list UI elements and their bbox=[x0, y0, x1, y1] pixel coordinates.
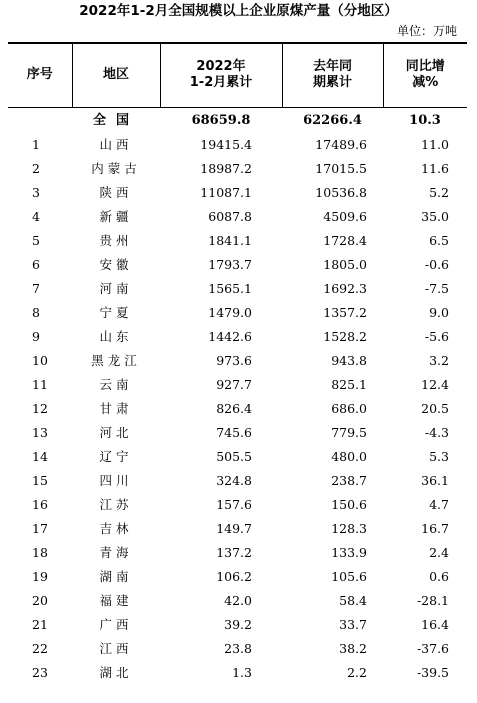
table-row bbox=[8, 613, 467, 637]
cell-previous: 480.0 bbox=[331, 448, 367, 464]
cell-previous: 58.4 bbox=[339, 592, 367, 608]
cell-previous: 2.2 bbox=[347, 664, 367, 680]
cell-rank bbox=[8, 107, 72, 133]
cell-current: 1442.6 bbox=[208, 328, 252, 344]
cell-rank: 5 bbox=[32, 232, 40, 248]
cell-rank: 6 bbox=[32, 256, 40, 272]
cell-rank: 10 bbox=[32, 352, 48, 368]
cell-previous: 825.1 bbox=[331, 376, 367, 392]
cell-current: 137.2 bbox=[216, 544, 252, 560]
cell-current: 42.0 bbox=[224, 592, 252, 608]
cell-region: 辽宁 bbox=[99, 448, 133, 464]
cell-current: 68659.8 bbox=[191, 112, 251, 128]
table-row bbox=[8, 541, 467, 565]
cell-yoy: 0.6 bbox=[429, 568, 449, 584]
table-row-total bbox=[8, 107, 467, 133]
cell-yoy: -0.6 bbox=[424, 256, 449, 272]
cell-yoy: 20.5 bbox=[421, 400, 449, 416]
cell-region: 湖北 bbox=[99, 664, 133, 680]
cell-rank: 19 bbox=[32, 568, 48, 584]
cell-current: 1793.7 bbox=[208, 256, 252, 272]
cell-current: 106.2 bbox=[216, 568, 252, 584]
cell-region: 全国 bbox=[92, 112, 139, 128]
cell-region: 陕西 bbox=[99, 184, 133, 200]
cell-current: 157.6 bbox=[216, 496, 252, 512]
cell-region: 内蒙古 bbox=[91, 160, 141, 176]
cell-yoy: 11.0 bbox=[421, 136, 449, 152]
cell-yoy: 5.3 bbox=[429, 448, 449, 464]
cell-rank: 2 bbox=[32, 160, 40, 176]
header-region: 地区 bbox=[72, 43, 160, 107]
page-title: 2022年1-2月全国规模以上企业原煤产量（分地区） bbox=[79, 3, 398, 19]
cell-region: 贵州 bbox=[99, 232, 133, 248]
cell-previous: 4509.6 bbox=[323, 208, 367, 224]
cell-previous: 62266.4 bbox=[303, 112, 362, 128]
cell-current: 927.7 bbox=[216, 376, 252, 392]
cell-region: 甘肃 bbox=[99, 400, 133, 416]
cell-previous: 1805.0 bbox=[323, 256, 367, 272]
cell-rank: 13 bbox=[32, 424, 48, 440]
cell-rank: 11 bbox=[32, 376, 48, 392]
cell-rank: 3 bbox=[32, 184, 40, 200]
cell-current: 1479.0 bbox=[208, 304, 252, 320]
cell-previous: 17015.5 bbox=[315, 160, 367, 176]
cell-region: 云南 bbox=[99, 376, 133, 392]
cell-rank: 15 bbox=[32, 472, 48, 488]
cell-yoy: 35.0 bbox=[421, 208, 449, 224]
cell-rank: 9 bbox=[32, 328, 40, 344]
cell-region: 山西 bbox=[99, 136, 133, 152]
cell-previous: 1728.4 bbox=[323, 232, 367, 248]
cell-previous: 10536.8 bbox=[315, 184, 367, 200]
cell-region: 四川 bbox=[99, 472, 133, 488]
cell-rank: 23 bbox=[32, 664, 48, 680]
cell-current: 1841.1 bbox=[208, 232, 252, 248]
cell-previous: 1357.2 bbox=[323, 304, 367, 320]
cell-previous: 943.8 bbox=[331, 352, 367, 368]
table-row bbox=[8, 349, 467, 373]
cell-region: 广西 bbox=[99, 616, 133, 632]
table-row bbox=[8, 373, 467, 397]
cell-rank: 7 bbox=[32, 280, 40, 296]
table-row bbox=[8, 637, 467, 661]
cell-yoy: 3.2 bbox=[429, 352, 449, 368]
table-row bbox=[8, 325, 467, 349]
cell-current: 973.6 bbox=[216, 352, 252, 368]
table-row bbox=[8, 565, 467, 589]
cell-region: 宁夏 bbox=[99, 304, 133, 320]
cell-region: 江苏 bbox=[99, 496, 133, 512]
cell-previous: 686.0 bbox=[331, 400, 367, 416]
cell-rank: 18 bbox=[32, 544, 48, 560]
cell-current: 745.6 bbox=[216, 424, 252, 440]
cell-previous: 105.6 bbox=[331, 568, 367, 584]
cell-yoy: -28.1 bbox=[416, 592, 449, 608]
cell-previous: 1692.3 bbox=[323, 280, 367, 296]
cell-rank: 12 bbox=[32, 400, 48, 416]
table-row bbox=[8, 205, 467, 229]
coal-output-table bbox=[8, 42, 467, 685]
cell-previous: 238.7 bbox=[331, 472, 367, 488]
cell-region: 江西 bbox=[99, 640, 133, 656]
cell-current: 505.5 bbox=[216, 448, 252, 464]
table-row bbox=[8, 181, 467, 205]
cell-current: 18987.2 bbox=[200, 160, 252, 176]
cell-current: 149.7 bbox=[216, 520, 252, 536]
cell-rank: 17 bbox=[32, 520, 48, 536]
header-previous: 去年同 期累计 bbox=[282, 43, 383, 107]
table-row bbox=[8, 469, 467, 493]
cell-region: 黑龙江 bbox=[91, 352, 141, 368]
cell-previous: 150.6 bbox=[331, 496, 367, 512]
header-rank: 序号 bbox=[8, 43, 72, 107]
cell-rank: 21 bbox=[32, 616, 48, 632]
cell-region: 安徽 bbox=[99, 256, 133, 272]
cell-yoy: -4.3 bbox=[424, 424, 449, 440]
table-row bbox=[8, 493, 467, 517]
cell-yoy: -5.6 bbox=[424, 328, 449, 344]
cell-previous: 779.5 bbox=[331, 424, 367, 440]
cell-rank: 4 bbox=[32, 208, 40, 224]
cell-current: 19415.4 bbox=[200, 136, 252, 152]
unit-label: 单位：万吨 bbox=[396, 24, 457, 38]
cell-rank: 22 bbox=[32, 640, 48, 656]
cell-previous: 38.2 bbox=[339, 640, 367, 656]
table-row bbox=[8, 253, 467, 277]
header-yoy: 同比增 减% bbox=[383, 43, 467, 107]
table-row bbox=[8, 589, 467, 613]
cell-previous: 133.9 bbox=[331, 544, 367, 560]
cell-yoy: 4.7 bbox=[429, 496, 449, 512]
cell-region: 湖南 bbox=[99, 568, 133, 584]
cell-rank: 8 bbox=[32, 304, 40, 320]
table-row bbox=[8, 445, 467, 469]
cell-rank: 16 bbox=[32, 496, 48, 512]
cell-previous: 128.3 bbox=[331, 520, 367, 536]
cell-yoy: 9.0 bbox=[429, 304, 449, 320]
cell-region: 河北 bbox=[99, 424, 133, 440]
cell-yoy: 5.2 bbox=[429, 184, 449, 200]
cell-yoy: -39.5 bbox=[416, 664, 449, 680]
table-row bbox=[8, 517, 467, 541]
cell-yoy: 16.4 bbox=[421, 616, 449, 632]
cell-yoy: 2.4 bbox=[429, 544, 449, 560]
cell-current: 1565.1 bbox=[208, 280, 252, 296]
cell-region: 山东 bbox=[99, 328, 133, 344]
cell-yoy: 36.1 bbox=[421, 472, 449, 488]
cell-yoy: 10.3 bbox=[409, 112, 441, 128]
cell-region: 福建 bbox=[99, 592, 133, 608]
cell-rank: 20 bbox=[32, 592, 48, 608]
table-row bbox=[8, 301, 467, 325]
table-row bbox=[8, 397, 467, 421]
cell-current: 1.3 bbox=[232, 664, 252, 680]
cell-region: 青海 bbox=[99, 544, 133, 560]
cell-current: 11087.1 bbox=[200, 184, 252, 200]
cell-current: 6087.8 bbox=[208, 208, 252, 224]
cell-current: 324.8 bbox=[216, 472, 252, 488]
cell-yoy: 12.4 bbox=[421, 376, 449, 392]
cell-yoy: -37.6 bbox=[416, 640, 449, 656]
cell-current: 23.8 bbox=[224, 640, 252, 656]
table-row bbox=[8, 421, 467, 445]
table-row bbox=[8, 277, 467, 301]
cell-region: 河南 bbox=[99, 280, 133, 296]
table-row bbox=[8, 661, 467, 685]
table-row bbox=[8, 157, 467, 181]
cell-previous: 17489.6 bbox=[315, 136, 367, 152]
cell-rank: 1 bbox=[32, 136, 40, 152]
cell-region: 吉林 bbox=[99, 520, 133, 536]
table-header-row bbox=[8, 43, 467, 107]
cell-yoy: 11.6 bbox=[421, 160, 449, 176]
cell-region: 新疆 bbox=[99, 208, 133, 224]
table-row bbox=[8, 229, 467, 253]
table-row bbox=[8, 133, 467, 157]
cell-previous: 1528.2 bbox=[323, 328, 367, 344]
header-current: 2022年 1-2月累计 bbox=[160, 43, 282, 107]
cell-current: 826.4 bbox=[216, 400, 252, 416]
cell-current: 39.2 bbox=[224, 616, 252, 632]
cell-yoy: 16.7 bbox=[421, 520, 449, 536]
cell-yoy: -7.5 bbox=[424, 280, 449, 296]
cell-previous: 33.7 bbox=[339, 616, 367, 632]
cell-rank: 14 bbox=[32, 448, 48, 464]
cell-yoy: 6.5 bbox=[429, 232, 449, 248]
